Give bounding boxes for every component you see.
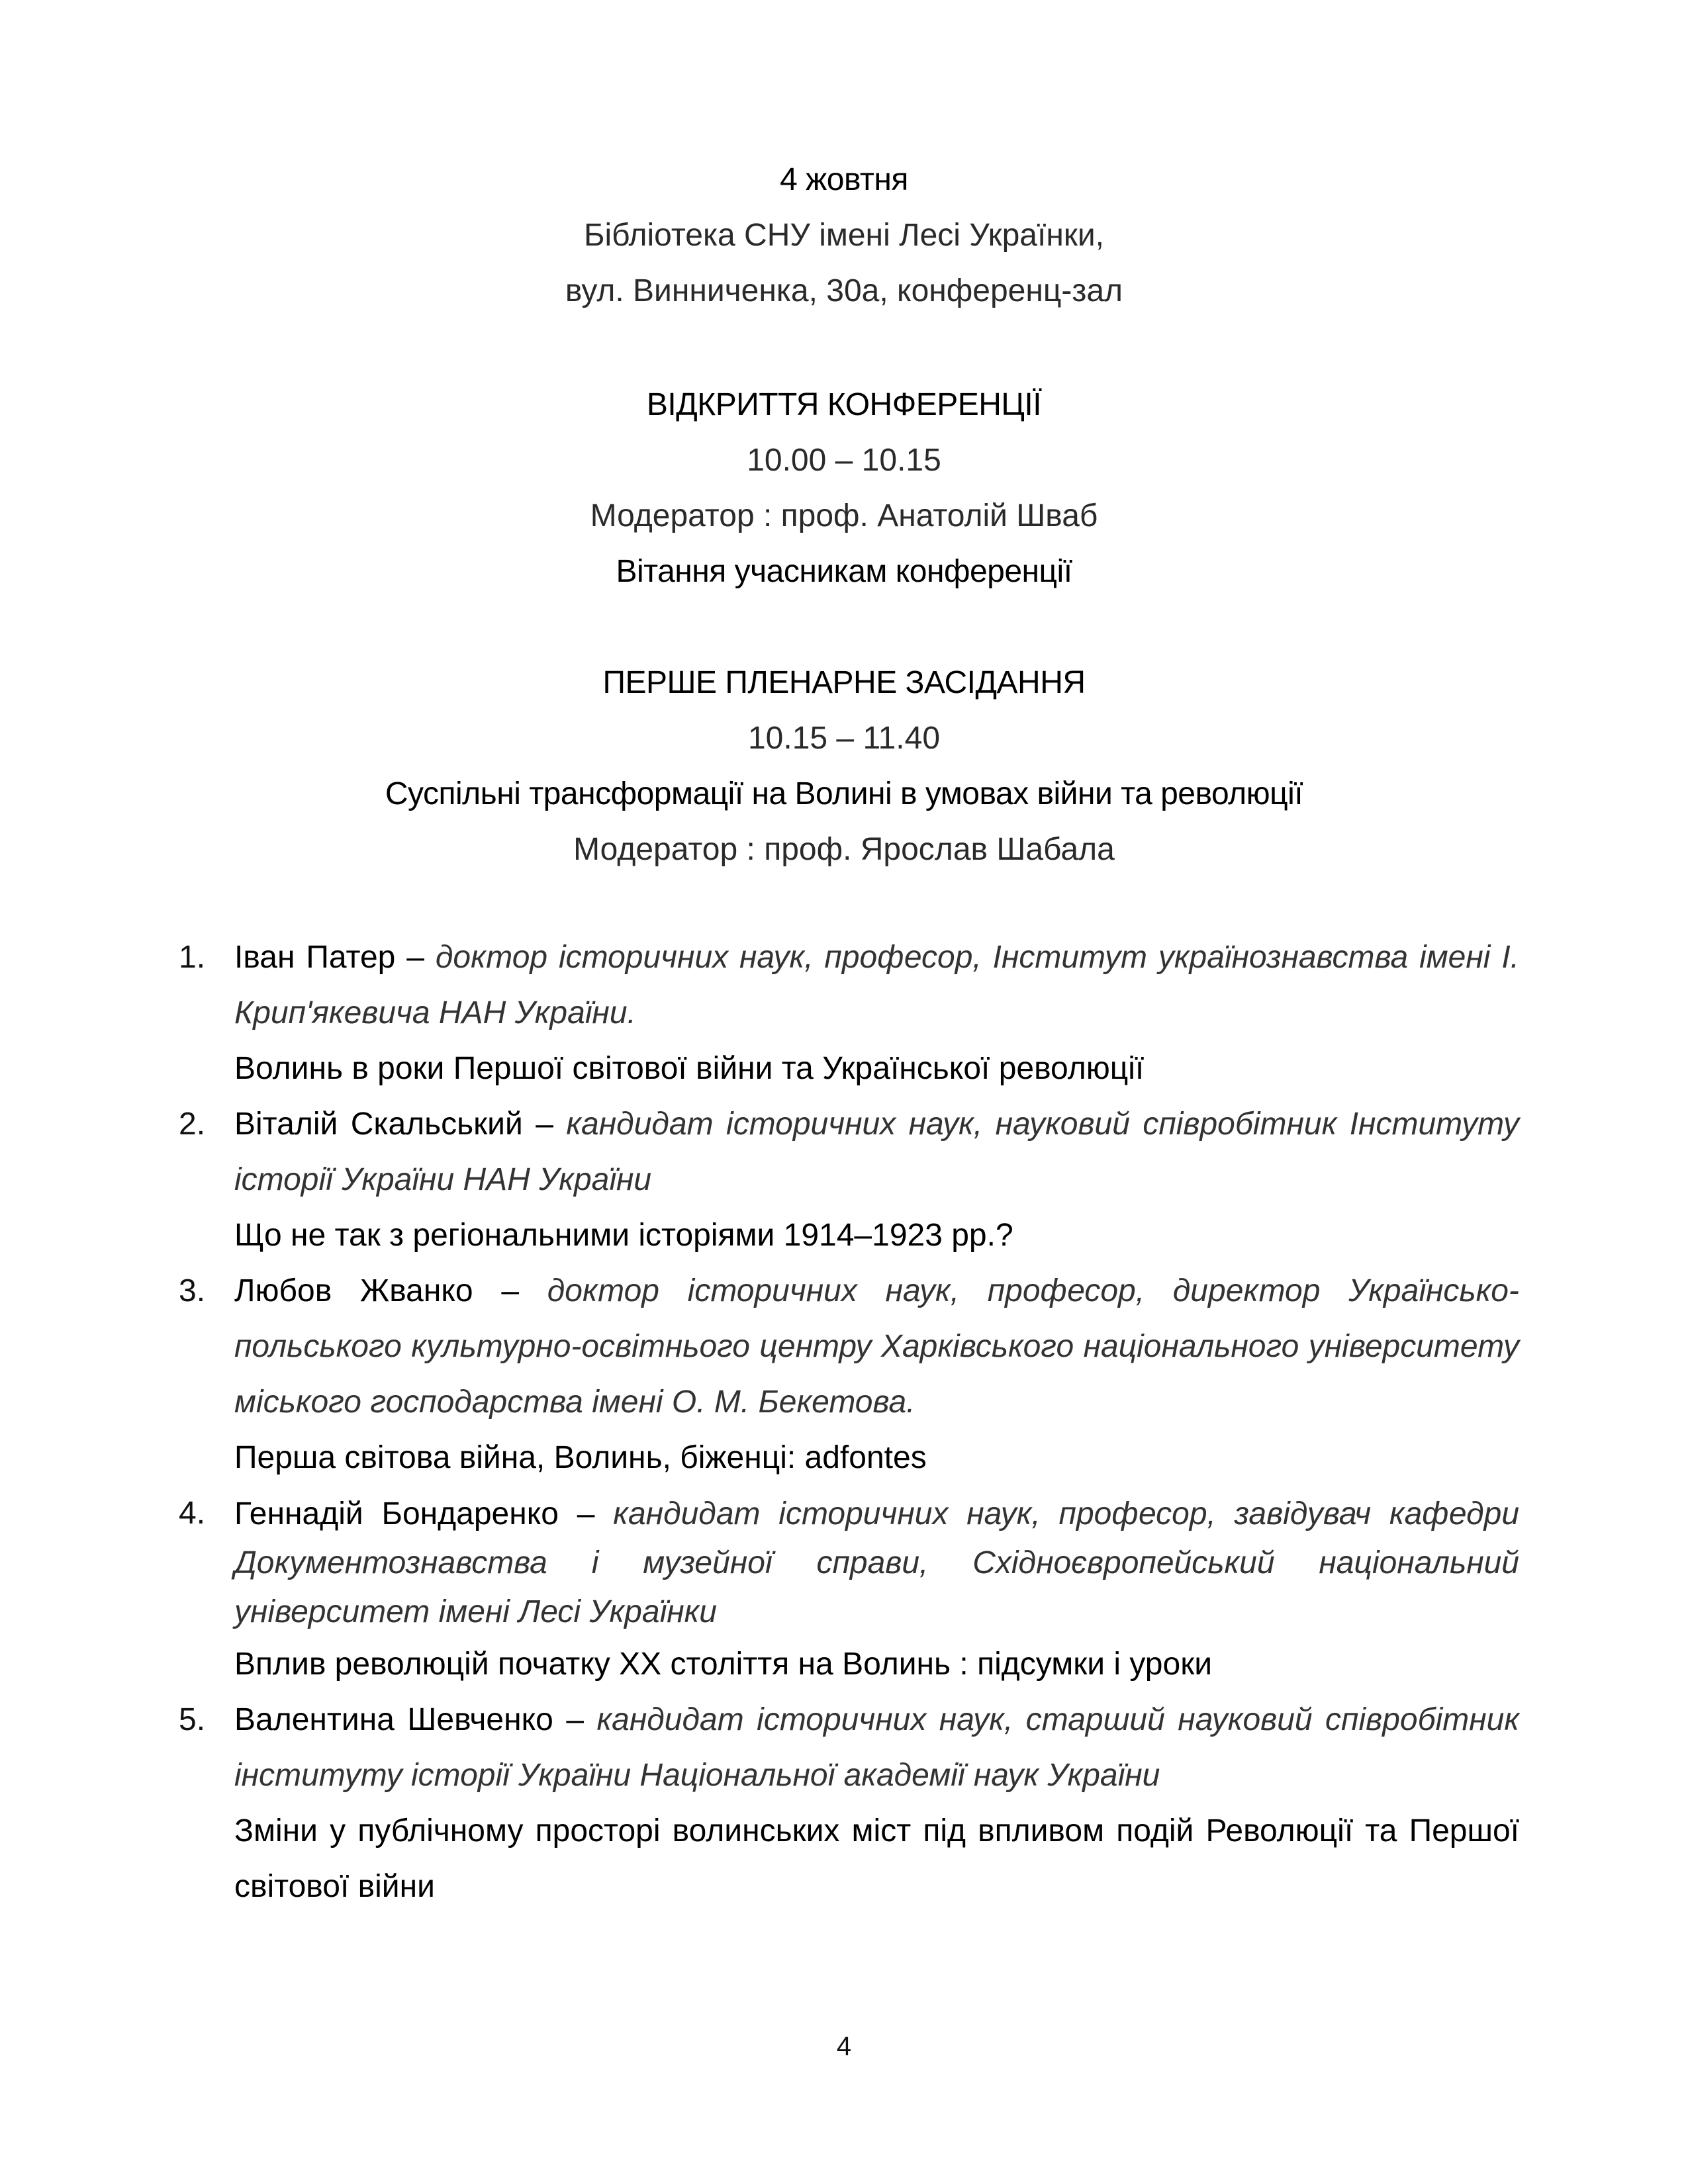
speaker-info	[234, 1097, 1519, 1208]
plenary-time: 10.15 – 11.40	[747, 721, 941, 756]
speaker-item	[179, 1486, 1519, 1692]
plenary-title: ПЕРШЕ ПЛЕНАРНЕ ЗАСІДАННЯ	[602, 665, 1086, 700]
speaker-dash: –	[501, 1273, 520, 1308]
speaker-name: Віталій Скальський	[234, 1107, 523, 1142]
event-address: вул. Винниченка, 30а, конференц-зал	[565, 273, 1123, 308]
speaker-number: 5.	[179, 1702, 206, 1737]
speaker-dash: –	[406, 940, 424, 975]
plenary-moderator: Модератор : проф. Ярослав Шабала	[573, 832, 1115, 867]
speaker-name: Геннадій Бондаренко	[234, 1496, 559, 1531]
speaker-description: кандидат історичних наук, старший науковий співробітник інституту історії України Національної академії наук України	[234, 1702, 1520, 1793]
speaker-dash: –	[566, 1702, 585, 1737]
speaker-item	[179, 1692, 1519, 1915]
speaker-description: кандидат історичних наук, професор, завідувач кафедри Документознавства і музейної справи, Східноєвропейський національний університет імені Лесі Українки	[234, 1496, 1520, 1629]
speaker-topic: Зміни у публічному просторі волинських міст під впливом подій Революції та Першої світової війни	[234, 1813, 1519, 1904]
opening-time: 10.00 – 10.15	[747, 443, 941, 478]
speaker-description: доктор історичних наук, професор, директор Українсько-польського культурно-освітнього центру Харківського національного університету міського господарства імені О. М. Бекетова.	[234, 1273, 1519, 1420]
page-number: 4	[836, 2032, 852, 2061]
speaker-info	[234, 1490, 1519, 1637]
speaker-description: доктор історичних наук, професор, Інститут українознавства імені І. Крип'якевича НАН України.	[234, 940, 1520, 1030]
opening-section	[0, 377, 1688, 600]
speaker-item	[179, 930, 1519, 1097]
speaker-name: Любов Жванко	[234, 1273, 473, 1308]
opening-title: ВІДКРИТТЯ КОНФЕРЕНЦІЇ	[646, 387, 1042, 422]
opening-moderator: Модератор : проф. Анатолій Шваб	[590, 498, 1098, 533]
speaker-topic: Перша світова війна, Волинь, біженці: adfontes	[234, 1440, 927, 1475]
speaker-name: Валентина Шевченко	[234, 1702, 553, 1737]
speaker-number: 1.	[179, 940, 206, 975]
speaker-topic: Вплив революцій початку ХХ століття на Волинь : підсумки і уроки	[234, 1647, 1213, 1682]
speaker-info	[234, 930, 1519, 1041]
speaker-dash: –	[536, 1107, 553, 1142]
event-venue: Бібліотека СНУ імені Лесі Українки,	[584, 218, 1104, 253]
speaker-number: 2.	[179, 1107, 206, 1142]
speaker-item	[179, 1097, 1519, 1263]
speaker-info	[234, 1263, 1519, 1430]
speaker-info	[234, 1692, 1519, 1803]
speaker-number: 4.	[179, 1496, 206, 1531]
speaker-item	[179, 1263, 1519, 1486]
speaker-dash: –	[577, 1496, 595, 1531]
speaker-topic: Волинь в роки Першої світової війни та Української революції	[234, 1051, 1145, 1086]
speaker-list	[179, 930, 1519, 1915]
speaker-number: 3.	[179, 1273, 206, 1308]
speaker-topic: Що не так з регіональними історіями 1914–1923 рр.?	[234, 1218, 1013, 1253]
event-header	[0, 152, 1688, 319]
opening-greeting: Вітання учасникам конференції	[616, 554, 1072, 589]
speaker-description: кандидат історичних наук, науковий співробітник Інституту історії України НАН України	[234, 1107, 1519, 1197]
plenary-section	[0, 655, 1688, 878]
plenary-theme: Суспільні трансформації на Волині в умовах війни та революції	[385, 776, 1303, 811]
speaker-name: Іван Патер	[234, 940, 396, 975]
event-date: 4 жовтня	[780, 162, 908, 197]
